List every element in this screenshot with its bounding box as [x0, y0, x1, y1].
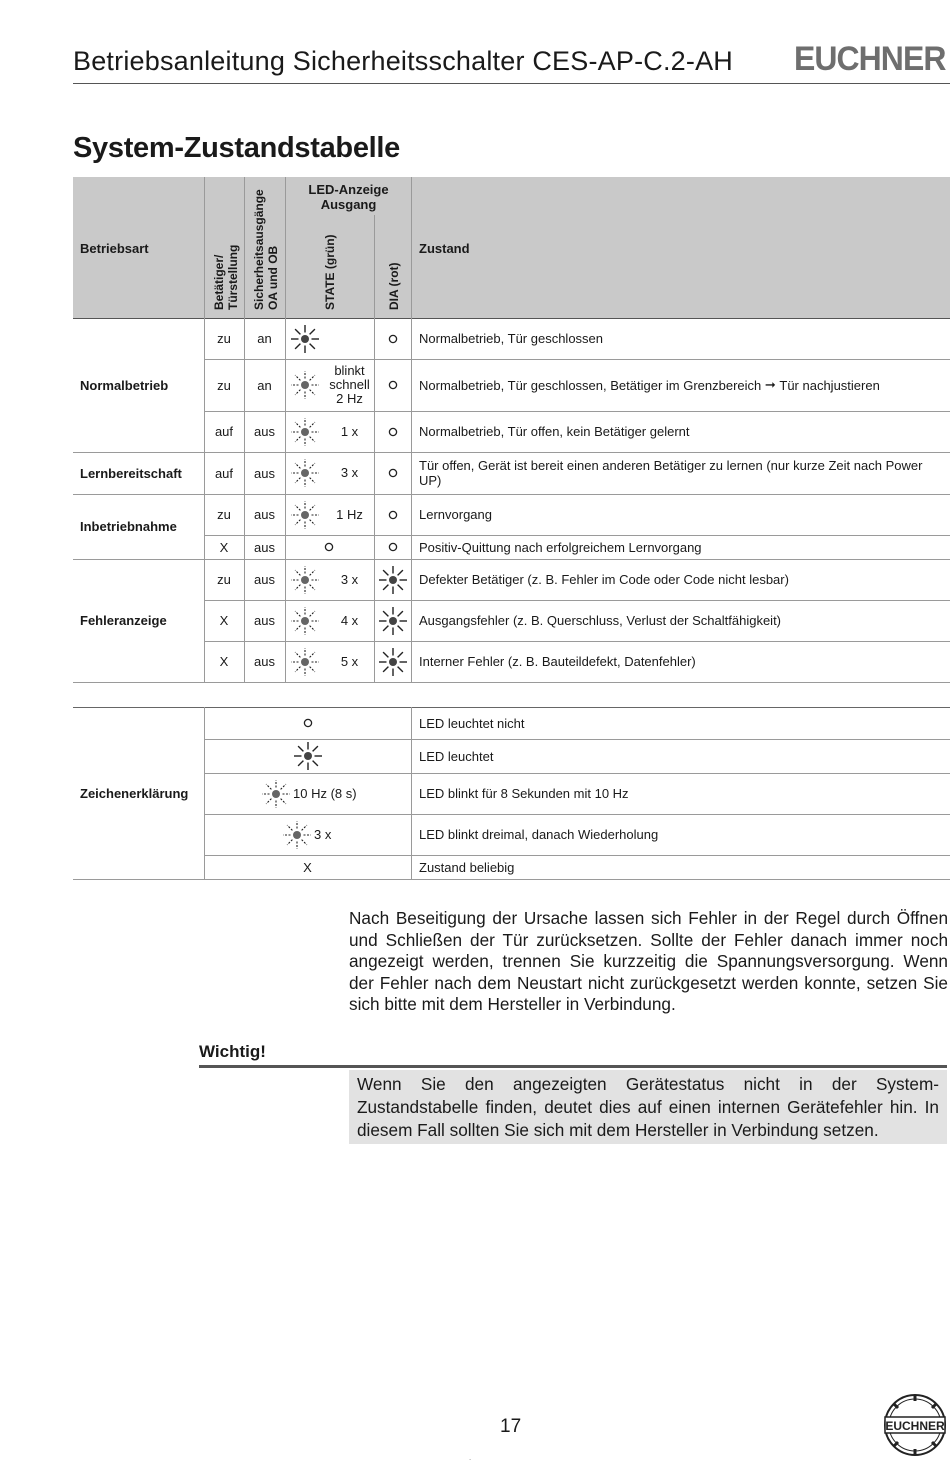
cell-ausgang: an [257, 331, 272, 346]
group-label-inbetriebnahme: Inbetriebnahme [80, 519, 177, 534]
state-led-blink-icon [290, 370, 320, 400]
cell-betaetiger: X [219, 613, 229, 628]
state-led-off-icon [323, 541, 335, 553]
arrow-right-icon: ➞ [761, 377, 780, 392]
euchner-logo: EUCHNER [794, 40, 946, 78]
legend-symbol-text: X [303, 859, 312, 875]
note-label: Wichtig! [199, 1042, 266, 1061]
cell-ausgang: aus [254, 654, 275, 669]
cell-betaetiger: zu [217, 331, 231, 346]
cell-ausgang: aus [254, 613, 275, 628]
dia-led-off-icon [387, 509, 399, 521]
cell-ausgang: aus [254, 424, 275, 439]
legend-led-on-icon [293, 741, 323, 771]
cell-zustand [419, 559, 944, 600]
note-rule [199, 1065, 947, 1068]
state-led-on-icon [290, 324, 320, 354]
footer-mark: ˙ [469, 1458, 472, 1468]
state-led-blink-icon [290, 458, 320, 488]
zustand-text: Tür offen, Gerät ist bereit einen anderen Betätiger zu lernen (nur kurze Zeit nach Power UP) [419, 458, 923, 488]
euchner-seal-logo [883, 1393, 947, 1457]
cell-betaetiger: auf [214, 465, 234, 481]
cell-zustand [419, 359, 944, 411]
cell-betaetiger: zu [217, 377, 231, 393]
dia-led-off-icon [387, 426, 399, 438]
cell-state-text: 1 Hz [336, 506, 363, 522]
dia-led-on-icon [378, 565, 408, 595]
zustand-text: Positiv-Quittung nach erfolgreichem Lernvorgang [419, 539, 702, 555]
cell-ausgang: aus [254, 465, 275, 481]
cell-zustand [419, 600, 944, 641]
legend-description: LED leuchtet [419, 748, 494, 764]
group-label-lernbereitschaft: Lernbereitschaft [80, 465, 182, 481]
cell-ausgang: an [257, 377, 272, 393]
legend-led-off-icon [302, 717, 314, 729]
zustand-text: Ausgangsfehler (z. B. Querschluss, Verlust der Schaltfähigkeit) [419, 613, 782, 628]
table-divider [285, 318, 286, 682]
state-led-blink-icon [290, 606, 320, 636]
dia-led-on-icon [378, 606, 408, 636]
header-state: STATE (grün) [323, 234, 337, 310]
header-led-group: LED-Anzeige Ausgang [308, 182, 389, 212]
state-led-blink-icon [290, 565, 320, 595]
cell-ausgang: aus [254, 507, 275, 522]
cell-state-text: blinkt schnell 2 Hz [329, 363, 370, 406]
legend-description: LED leuchtet nicht [419, 715, 525, 731]
zustand-suffix: Tür nachjustieren [779, 377, 880, 393]
legend-symbol-text: 10 Hz (8 s) [293, 786, 357, 801]
legend-symbol-text: 3 x [314, 827, 332, 842]
state-led-blink-icon [290, 417, 320, 447]
table-divider [411, 177, 412, 318]
header-betaetiger: Betätiger/ Türstellung [212, 244, 240, 310]
table-divider [285, 177, 286, 318]
legend-description: Zustand beliebig [419, 859, 515, 875]
state-led-blink-icon [290, 500, 320, 530]
cell-ausgang: aus [254, 539, 275, 555]
zustand-text: Normalbetrieb, Tür offen, kein Betätiger gelernt [419, 424, 690, 439]
header-rule [73, 83, 950, 84]
zustand-text: Lernvorgang [419, 507, 492, 522]
dia-led-off-icon [387, 333, 399, 345]
header-betriebsart: Betriebsart [80, 241, 149, 256]
cell-zustand [419, 318, 944, 359]
table-divider [204, 177, 205, 318]
zustand-text: Interner Fehler (z. B. Bauteildefekt, Datenfehler) [419, 654, 696, 669]
document-title: Betriebsanleitung Sicherheitsschalter CES-AP-C.2-AH [73, 46, 733, 76]
dia-led-off-icon [387, 541, 399, 553]
cell-state-text: 3 x [340, 465, 359, 480]
table-rule [73, 682, 950, 683]
table-divider [374, 318, 375, 682]
cell-zustand [419, 494, 944, 535]
svg-text:EUCHNER: EUCHNER [885, 1419, 945, 1433]
cell-betaetiger: X [219, 539, 229, 555]
header-zustand: Zustand [419, 241, 470, 256]
cell-zustand [419, 535, 944, 559]
group-label-normalbetrieb: Normalbetrieb [80, 377, 169, 393]
cell-zustand [419, 641, 944, 682]
cell-betaetiger: zu [217, 507, 231, 522]
section-title: System-Zustandstabelle [73, 132, 400, 164]
table-rule [73, 879, 950, 880]
cell-zustand [419, 411, 944, 452]
table-divider [244, 177, 245, 318]
dia-led-off-icon [387, 379, 399, 391]
cell-state-text: 3 x [340, 571, 359, 587]
legend-title: Zeichenerklärung [80, 785, 189, 801]
header-dia: DIA (rot) [387, 262, 401, 310]
page-number: 17 [500, 1416, 522, 1437]
dia-led-off-icon [387, 467, 399, 479]
zustand-text: Normalbetrieb, Tür geschlossen, Betätiger im Grenzbereich [419, 377, 762, 393]
legend-led-blink-icon [282, 820, 312, 850]
cell-state-text: 5 x [340, 653, 359, 669]
header-ausgaenge: Sicherheitsausgänge OA und OB [252, 189, 280, 310]
note-text: Wenn Sie den angezeigten Gerätestatus nicht in der System-Zustandstabelle finden, deutet dies auf einen internen Gerätefehler hin. In diesem Fall sollten Sie sich mit dem Hersteller in Verbindung setzen. [357, 1074, 939, 1140]
legend-led-blink-icon [261, 779, 291, 809]
dia-led-on-icon [378, 647, 408, 677]
cell-state-text: 1 x [340, 423, 359, 439]
cell-betaetiger: auf [214, 424, 234, 439]
cell-state-text: 4 x [340, 612, 359, 628]
zustand-text: Defekter Betätiger (z. B. Fehler im Code oder Code nicht lesbar) [419, 572, 789, 587]
cell-betaetiger: zu [217, 572, 231, 587]
table-divider [411, 318, 412, 682]
cell-betaetiger: X [219, 654, 229, 669]
cell-ausgang: aus [254, 572, 275, 587]
body-paragraph: Nach Beseitigung der Ursache lassen sich Fehler in der Regel durch Öffnen und Schließen der Tür zurücksetzen. Sollte der Fehler danach immer noch angezeigt werden, trennen Sie kurzzeitig die Spannungsversorgung. Wenn der Fehler nach dem Neustart nicht zurückgesetzt werden konnte, setzen Sie sich bitte mit dem Hersteller in Verbindung. [349, 908, 948, 1014]
state-led-blink-icon [290, 647, 320, 677]
legend-description: LED blinkt dreimal, danach Wiederholung [419, 827, 659, 842]
table-divider [374, 215, 375, 318]
table-divider [204, 707, 205, 879]
group-label-fehleranzeige: Fehleranzeige [80, 613, 167, 628]
legend-description: LED blinkt für 8 Sekunden mit 10 Hz [419, 786, 629, 801]
zustand-text: Normalbetrieb, Tür geschlossen [419, 331, 604, 346]
cell-zustand [419, 452, 944, 494]
